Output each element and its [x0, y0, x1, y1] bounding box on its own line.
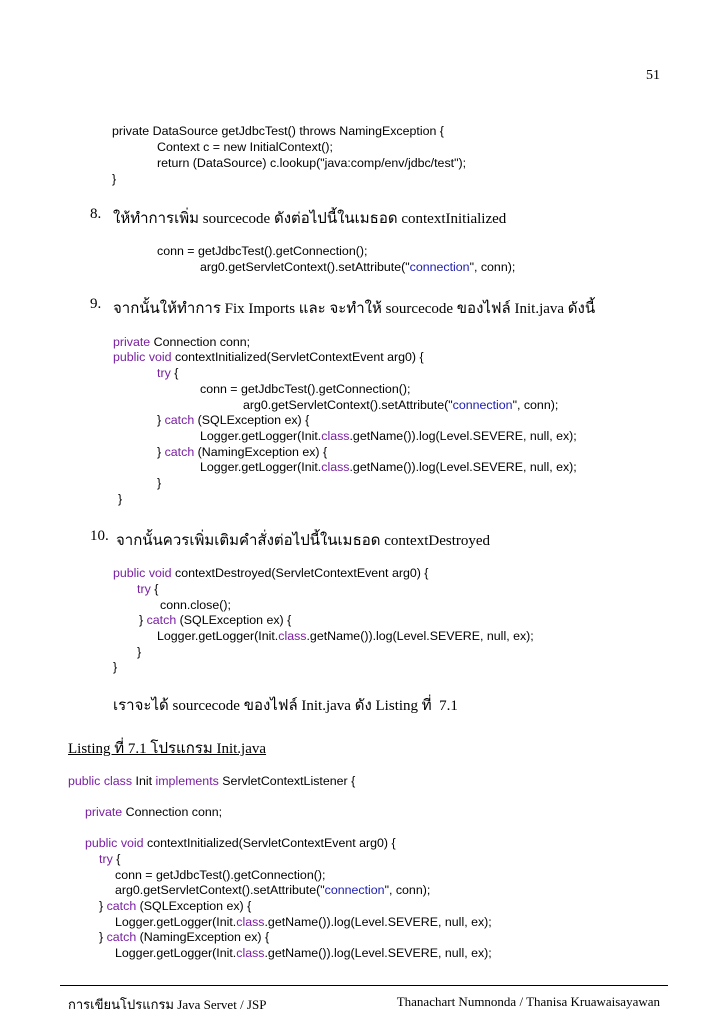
code-line: [137, 582, 158, 597]
keyword: class: [103, 774, 133, 788]
code-line: [115, 915, 492, 930]
code-text: (SQLException ex) {: [194, 413, 310, 427]
keyword: void: [148, 566, 172, 580]
code-line: conn = getJdbcTest().getConnection();: [115, 868, 326, 882]
code-line: [157, 629, 534, 644]
step-text: จากนั้นให้ทำการ Fix Imports และ จะทำให้ sourcecode ของไฟล์ Init.java ดังนี้: [113, 301, 596, 317]
code-text: (NamingException ex) {: [136, 930, 270, 944]
keyword: public: [85, 836, 118, 850]
code-line: [85, 805, 222, 820]
code-line: [115, 946, 492, 961]
code-line: }: [112, 172, 117, 186]
code-line: private DataSource getJdbcTest() throws NamingException {: [112, 124, 444, 138]
string-literal: connection: [409, 260, 470, 274]
keyword: class: [321, 460, 350, 474]
keyword: public: [68, 774, 101, 788]
keyword: catch: [106, 899, 137, 913]
code-text: Logger.getLogger(Init.: [200, 460, 322, 474]
keyword: private: [113, 335, 151, 349]
code-text: Logger.getLogger(Init.: [157, 629, 279, 643]
code-text: Connection conn;: [122, 805, 223, 819]
code-line: [157, 445, 327, 460]
code-line: Context c = new InitialContext();: [157, 140, 333, 154]
keyword: catch: [164, 413, 195, 427]
code-text: arg0.getServletContext().setAttribute(": [115, 883, 325, 897]
code-text: contextDestroyed(ServletContextEvent arg0) {: [171, 566, 429, 580]
code-text: }: [139, 613, 147, 627]
code-text: ServletContextListener {: [218, 774, 356, 788]
code-text: .getName()).log(Level.SEVERE, null, ex);: [264, 946, 492, 960]
code-line: [157, 413, 309, 428]
keyword: catch: [164, 445, 195, 459]
code-text: }: [157, 413, 165, 427]
code-text: Connection conn;: [150, 335, 251, 349]
keyword: class: [236, 946, 265, 960]
code-line: [113, 566, 428, 581]
code-text: {: [112, 852, 121, 866]
keyword: implements: [155, 774, 219, 788]
code-line: [200, 429, 577, 444]
string-literal: connection: [452, 398, 513, 412]
code-text: arg0.getServletContext().setAttribute(": [200, 260, 410, 274]
code-text: ", conn);: [384, 883, 431, 897]
footer-right: Thanachart Numnonda / Thanisa Kruawaisayawan: [396, 994, 660, 1009]
code-line: return (DataSource) c.lookup("java:comp/env/jdbc/test");: [157, 156, 467, 170]
string-literal: connection: [324, 883, 385, 897]
code-text: contextInitialized(ServletContextEvent arg0) {: [171, 350, 424, 364]
code-text: Logger.getLogger(Init.: [115, 915, 237, 929]
code-text: ", conn);: [469, 260, 516, 274]
keyword: try: [137, 582, 151, 596]
code-line: [115, 883, 430, 898]
code-text: ", conn);: [512, 398, 559, 412]
keyword: private: [85, 805, 123, 819]
code-line: [200, 460, 577, 475]
keyword: try: [157, 366, 171, 380]
code-text: }: [99, 899, 107, 913]
footer-rule: [60, 985, 668, 986]
code-text: contextInitialized(ServletContextEvent arg0) {: [143, 836, 396, 850]
keyword: public: [113, 350, 146, 364]
code-line: [243, 398, 558, 413]
code-text: .getName()).log(Level.SEVERE, null, ex);: [349, 460, 577, 474]
code-text: {: [150, 582, 159, 596]
keyword: class: [236, 915, 265, 929]
code-line: [113, 350, 424, 365]
code-text: .getName()).log(Level.SEVERE, null, ex);: [264, 915, 492, 929]
code-text: Init: [132, 774, 156, 788]
code-line: [99, 852, 120, 867]
code-line: conn.close();: [160, 598, 231, 612]
code-text: Logger.getLogger(Init.: [115, 946, 237, 960]
keyword: catch: [106, 930, 137, 944]
code-line: [99, 930, 269, 945]
step-number: 10.: [90, 528, 109, 544]
code-text: (NamingException ex) {: [194, 445, 328, 459]
code-text: Logger.getLogger(Init.: [200, 429, 322, 443]
keyword: try: [99, 852, 113, 866]
step-text: จากนั้นควรเพิ่มเติมคำสั่งต่อไปนี้ในเมธอด contextDestroyed: [116, 533, 491, 549]
code-line: [68, 774, 355, 789]
code-line: [157, 366, 178, 381]
code-text: arg0.getServletContext().setAttribute(": [243, 398, 453, 412]
code-line: }: [137, 645, 142, 659]
code-line: [99, 899, 251, 914]
result-text: เราจะได้ sourcecode ของไฟล์ Init.java ดัง Listing ที่ 7.1: [113, 698, 458, 714]
code-text: .getName()).log(Level.SEVERE, null, ex);: [349, 429, 577, 443]
keyword: public: [113, 566, 146, 580]
code-line: [85, 836, 396, 851]
keyword: catch: [146, 613, 177, 627]
step-number: 8.: [90, 206, 102, 222]
page-number: 51: [646, 68, 660, 83]
code-line: conn = getJdbcTest().getConnection();: [200, 382, 411, 396]
code-text: (SQLException ex) {: [176, 613, 292, 627]
code-text: .getName()).log(Level.SEVERE, null, ex);: [306, 629, 534, 643]
keyword: class: [321, 429, 350, 443]
code-line: }: [118, 492, 123, 506]
code-line: [113, 335, 250, 350]
code-line: [200, 260, 515, 275]
code-line: [139, 613, 291, 628]
keyword: class: [278, 629, 307, 643]
listing-caption: Listing ที่ 7.1 โปรแกรม Init.java: [68, 741, 267, 757]
code-line: conn = getJdbcTest().getConnection();: [157, 244, 368, 258]
code-text: }: [99, 930, 107, 944]
code-text: (SQLException ex) {: [136, 899, 252, 913]
keyword: void: [148, 350, 172, 364]
footer-left: การเขียนโปรแกรม Java Servet / JSP: [68, 997, 267, 1012]
step-number: 9.: [90, 296, 102, 312]
code-line: }: [113, 660, 118, 674]
step-text: ให้ทำการเพิ่ม sourcecode ดังต่อไปนี้ในเมธอด contextInitialized: [113, 211, 507, 227]
code-line: }: [157, 476, 162, 490]
code-text: {: [170, 366, 179, 380]
code-text: }: [157, 445, 165, 459]
keyword: void: [120, 836, 144, 850]
